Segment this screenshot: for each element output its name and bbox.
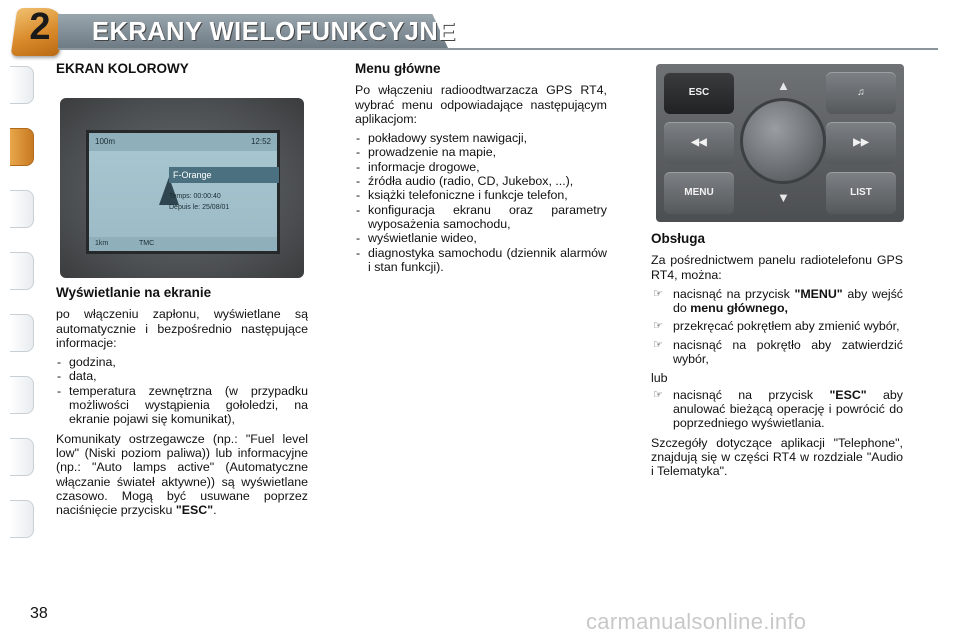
operation-section	[651, 232, 903, 483]
music-note-icon: ♫	[857, 87, 865, 98]
menu-key-label: "MENU"	[794, 286, 843, 301]
applications-list	[355, 131, 607, 274]
warning-text-end: .	[213, 503, 217, 518]
display-items-list	[56, 355, 308, 426]
fast-forward-button[interactable]	[826, 122, 896, 164]
distance-label: 1km	[95, 240, 109, 247]
esc-button[interactable]: ESC	[664, 72, 734, 114]
main-menu-label: menu głównego,	[690, 301, 788, 316]
page-title: EKRANY WIELOFUNKCYJNE	[92, 16, 456, 46]
warning-text: Komunikaty ostrzegawcze (np.: "Fuel level low" (Niski poziom paliwa)) lub informacyjne (np.: "Auto lamps active" (Automatyczne włączanie świateł aktywne)) są wyświetlane czasowo. Mogą być usuwane poprzez naciśnięcie przycisku	[56, 431, 308, 518]
screen-bottom-bar	[89, 237, 277, 251]
display-info-section	[56, 286, 308, 522]
pointing-hand-icon: ☞	[653, 287, 663, 300]
list-item: - pokładowy system nawigacji,	[355, 131, 607, 145]
tmc-label: TMC	[139, 240, 155, 247]
route-info-line: Depuis le: 25/08/01	[169, 204, 230, 211]
chapter-tabs	[10, 66, 36, 576]
step-text: aby anulować bieżącą operację i powrócić do poprzedniego wyświetlania.	[673, 387, 903, 431]
screen-status-bar	[89, 133, 277, 151]
chapter-tab-8[interactable]	[10, 500, 34, 538]
section-heading: EKRAN KOLOROWY	[56, 61, 189, 76]
step-item	[651, 388, 903, 431]
intro-text: Za pośrednictwem panelu radiotelefonu GPS RT4, można:	[651, 253, 903, 282]
section-heading: Obsługa	[651, 231, 706, 246]
navigation-screen	[86, 130, 280, 254]
chapter-tab-5[interactable]	[10, 314, 34, 352]
route-info-line: Temps: 00:00:40	[169, 193, 221, 200]
list-item: - wyświetlanie wideo,	[355, 231, 607, 245]
step-text: nacisnąć na przycisk	[673, 286, 790, 301]
or-text: lub	[651, 371, 668, 386]
operation-steps-list	[651, 287, 903, 366]
clock-label: 12:52	[250, 137, 271, 146]
page-number: 38	[30, 605, 48, 622]
list-item: - prowadzenie na mapie,	[355, 145, 607, 159]
arrow-down-icon[interactable]: ▼	[777, 190, 790, 205]
menu-button[interactable]: MENU	[664, 172, 734, 214]
chapter-number: 2	[29, 6, 51, 48]
pointing-hand-icon: ☞	[653, 338, 663, 351]
chapter-tab-2[interactable]	[10, 128, 34, 166]
rewind-button[interactable]	[664, 122, 734, 164]
pointing-hand-icon: ☞	[653, 388, 663, 401]
music-button[interactable]	[826, 72, 896, 114]
route-info	[169, 191, 229, 213]
watermark: carmanualsonline.info	[586, 609, 807, 634]
step-text: aby wejść do	[673, 286, 903, 316]
scale-label: 100m	[95, 137, 116, 146]
color-screen-section	[56, 62, 308, 83]
list-button[interactable]: LIST	[826, 172, 896, 214]
chapter-tab-1[interactable]	[10, 66, 34, 104]
sub-heading: Wyświetlanie na ekranie	[56, 285, 212, 300]
chapter-tab-6[interactable]	[10, 376, 34, 414]
step-item	[651, 338, 903, 367]
rewind-icon: ◀◀	[691, 137, 707, 148]
header-divider	[58, 48, 938, 50]
list-item: - diagnostyka samochodu (dziennik alarmów i stan funkcji).	[355, 246, 607, 275]
fast-forward-icon: ▶▶	[853, 137, 869, 148]
intro-text: po włączeniu zapłonu, wyświetlane są automatycznie i bezpośrednio następujące informacje:	[56, 307, 308, 350]
operation-steps-list-2	[651, 388, 903, 431]
list-item: - książki telefoniczne i funkcje telefon,	[355, 188, 607, 202]
list-item: - źródła audio (radio, CD, Jukebox, ...),	[355, 174, 607, 188]
warning-messages-text	[56, 432, 308, 518]
arrow-up-icon[interactable]: ▲	[777, 78, 790, 93]
list-item: - godzina,	[56, 355, 308, 369]
main-menu-section	[355, 62, 607, 279]
chapter-tab-3[interactable]	[10, 190, 34, 228]
section-heading: Menu główne	[355, 61, 441, 76]
list-item: - data,	[56, 369, 308, 383]
pointing-hand-icon: ☞	[653, 320, 663, 333]
intro-text: Po włączeniu radioodtwarzacza GPS RT4, wybrać menu odpowiadające następującym aplikacjom:	[355, 83, 607, 126]
esc-key-label: "ESC"	[829, 387, 867, 402]
step-text: nacisnąć na pokrętło aby zatwierdzić wybór,	[673, 337, 903, 367]
chapter-tab-4[interactable]	[10, 252, 34, 290]
control-panel-photo	[656, 64, 904, 222]
step-item	[651, 287, 903, 316]
list-item: - konfiguracja ekranu oraz parametry wyposażenia samochodu,	[355, 203, 607, 232]
rotary-knob[interactable]	[740, 98, 826, 184]
list-item: - temperatura zewnętrzna (w przypadku możliwości wystąpienia gołoledzi, na ekranie pojawi się komunikat),	[56, 384, 308, 427]
esc-key-label: "ESC"	[175, 503, 214, 518]
chapter-tab-7[interactable]	[10, 438, 34, 476]
reference-text: Szczegóły dotyczące aplikacji "Telephone", znajdują się w części RT4 w rozdziale "Audio i Telematyka".	[651, 435, 903, 479]
step-text: przekręcać pokrętłem aby zmienić wybór,	[673, 319, 900, 334]
step-item	[651, 319, 903, 333]
display-photo	[60, 98, 304, 278]
destination-label: F-Orange	[169, 167, 279, 183]
step-text: nacisnąć na przycisk	[673, 387, 814, 402]
list-item: - informacje drogowe,	[355, 160, 607, 174]
